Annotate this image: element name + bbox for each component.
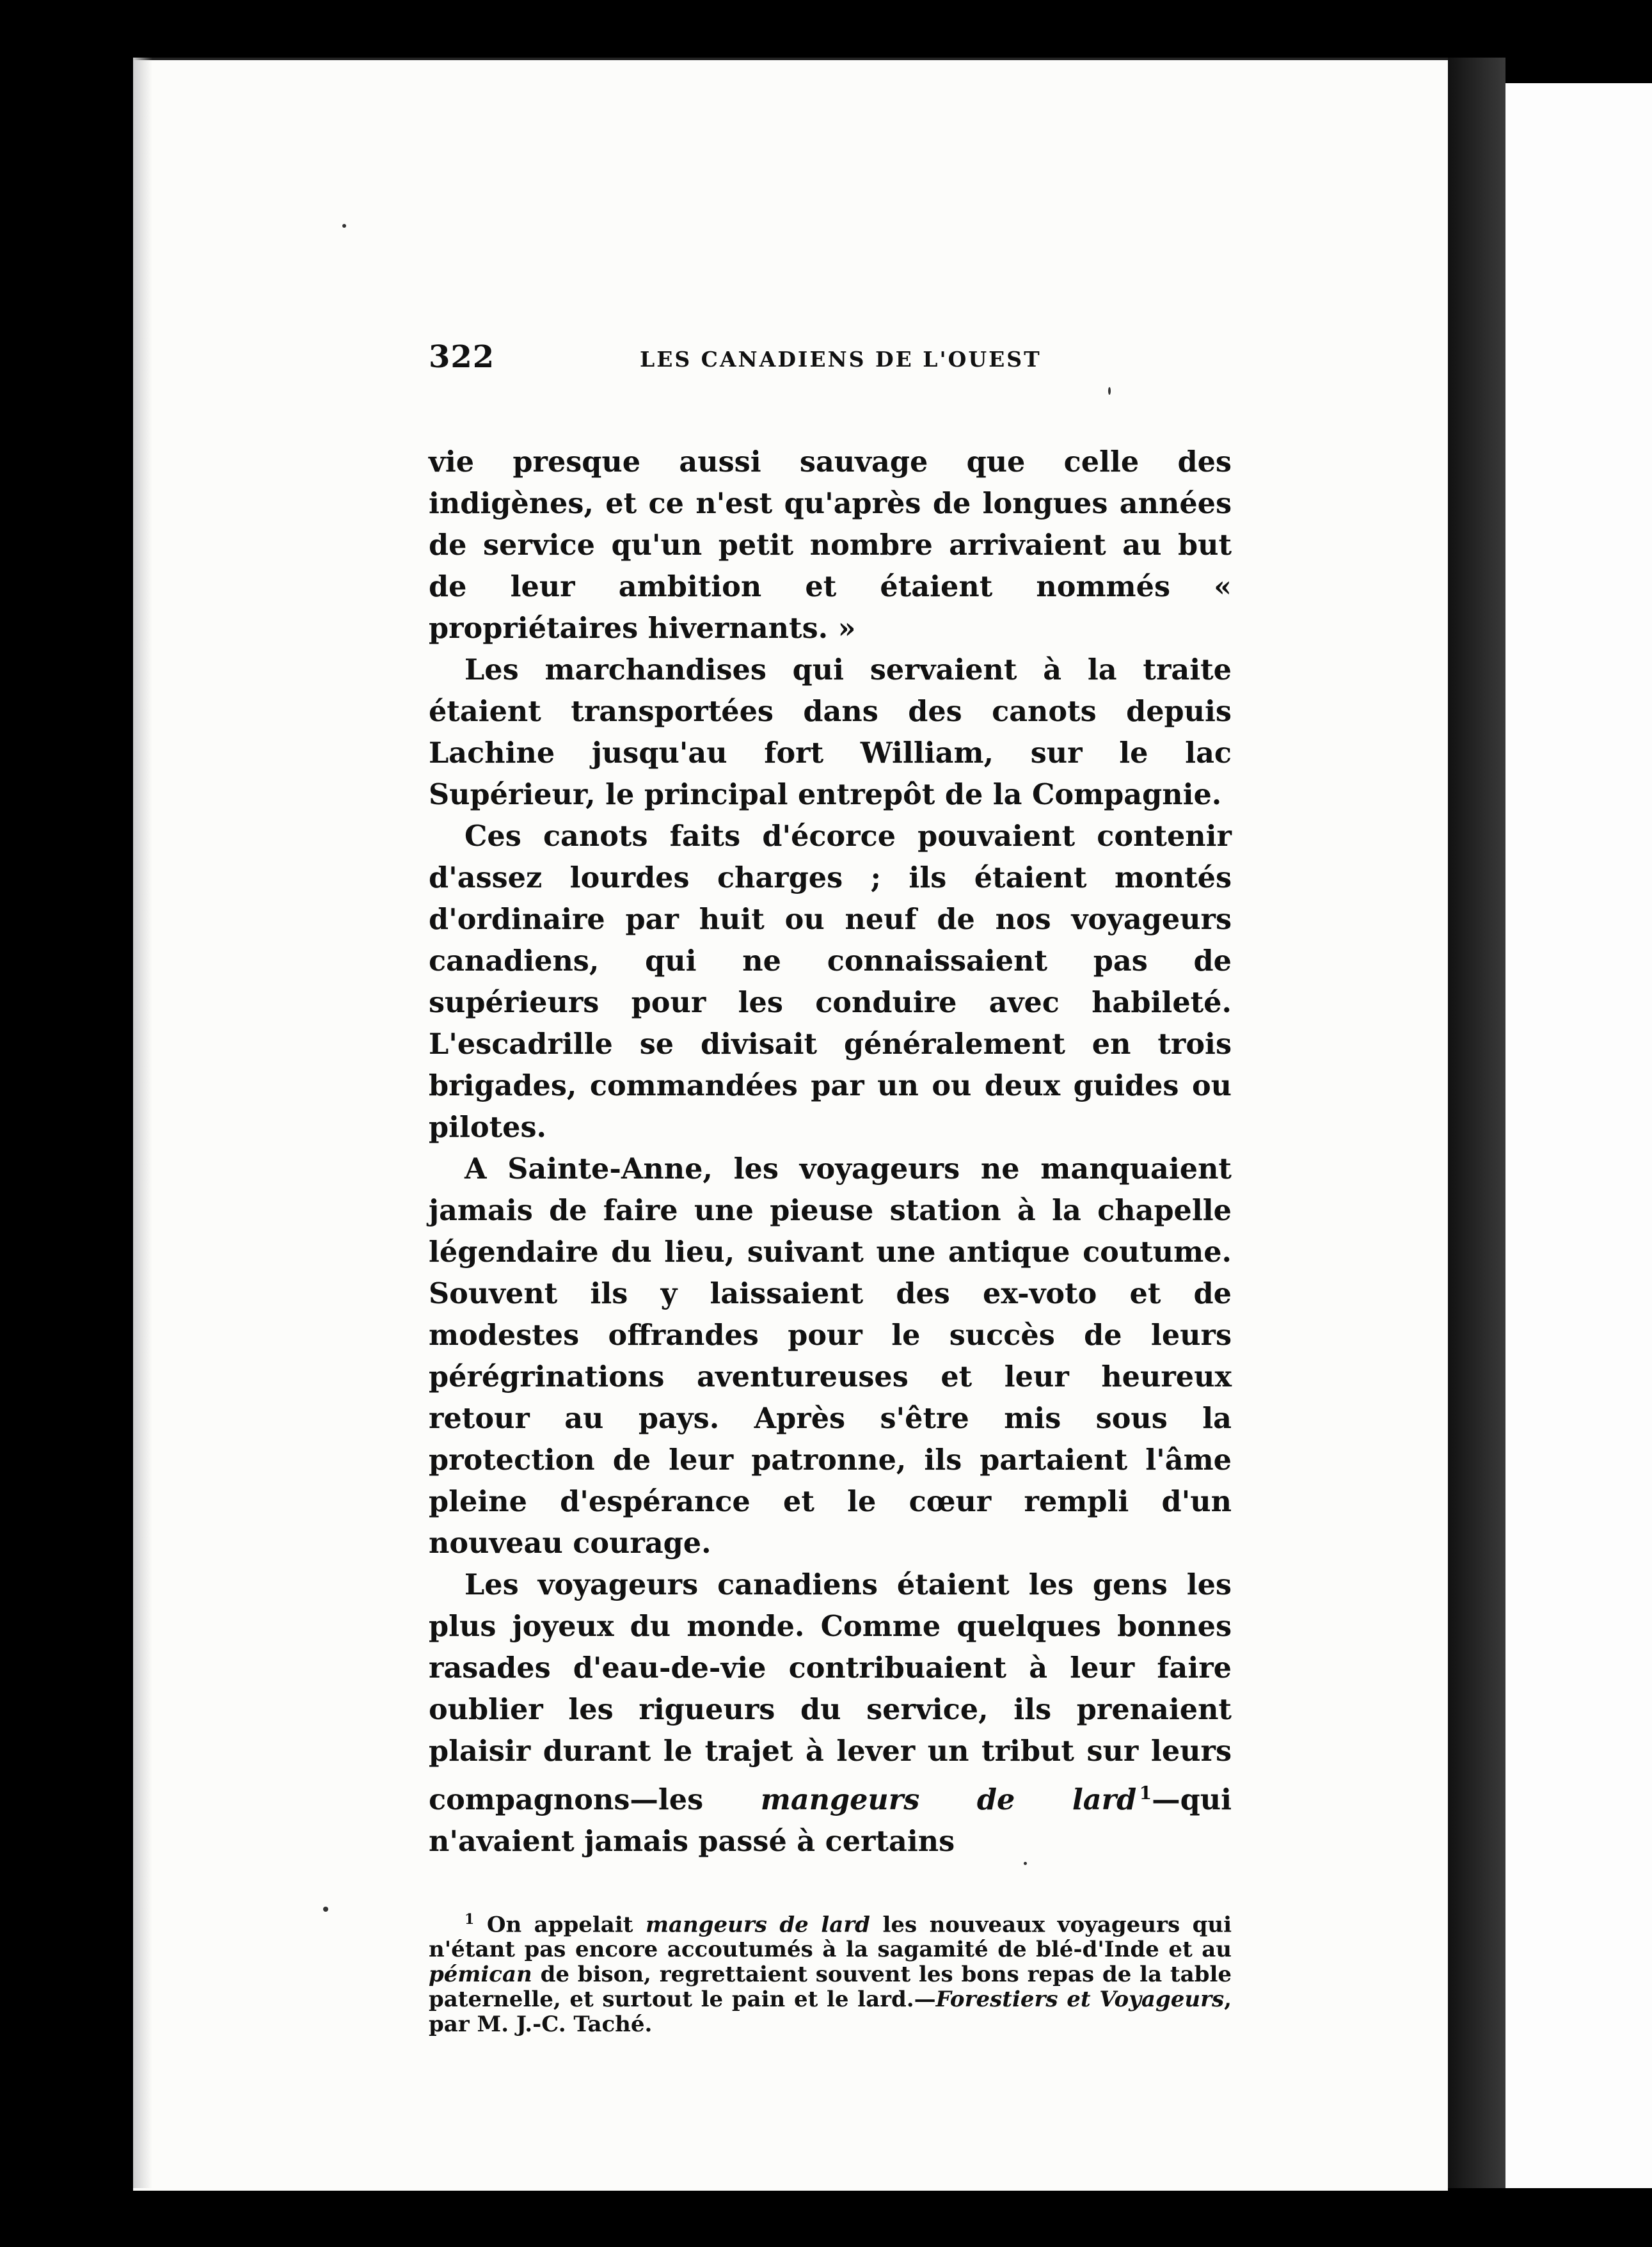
footnote-italic: pémican — [429, 1962, 532, 1988]
footnote-italic: mangeurs de lard — [645, 1912, 870, 1938]
paragraph: A Sainte-Anne, les voyageurs ne manquaient jamais de faire une pieuse station à la chapelle légendaire du lieu, suivant une antique coutume. Souvent ils y laissaient des ex-voto et de modestes offrandes pour le succès de leurs pérégrinations aventureuses et leur heureux retour au pays. Après s'être mis sous la protection de leur patronne, ils partaient l'âme pleine d'espérance et le cœur rempli d'un nouveau courage. — [429, 1152, 1232, 1560]
footnote-text: , par M. J.-C. Taché. — [429, 1987, 1232, 2038]
footnotes — [429, 1907, 1232, 2037]
paragraph-text: —qui n'avaient jamais passé à certains — [429, 1783, 1232, 1858]
page-number: 322 — [429, 339, 495, 375]
footnote-text: de bison, regrettaient souvent les bons repas de la table paternelle, et surtout le pain et le lard.— — [429, 1962, 1232, 2013]
italic-term: mangeurs de lard — [760, 1783, 1137, 1816]
book-spine — [1448, 58, 1505, 2188]
paragraph: Ces canots faits d'écorce pouvaient contenir d'assez lourdes charges ; ils étaient montés d'ordinaire par huit ou neuf de nos voyageurs canadiens, qui ne connaissaient pas de supérieurs pour les conduire avec habileté. L'escadrille se divisait généralement en trois brigades, commandées par un ou deux guides ou pilotes. — [429, 820, 1232, 1144]
footnote-text: On appelait — [474, 1912, 646, 1938]
footnote — [429, 1907, 1232, 2037]
paragraph — [429, 1564, 1232, 1862]
paragraph: Les marchandises qui servaient à la traite étaient transportées dans des canots depuis Lachine jusqu'au fort William, sur le lac Supérieur, le principal entrepôt de la Compagnie. — [429, 653, 1232, 811]
paragraph-text: Les voyageurs canadiens étaient les gens les plus joyeux du monde. Comme quelques bonnes rasades d'eau-de-vie contribuaient à leur faire oublier les rigueurs du service, ils prenaient plaisir durant le trajet à lever un tribut sur leurs compagnons—les — [429, 1568, 1232, 1816]
body-text — [429, 441, 1232, 1862]
page-gutter-shadow — [133, 58, 152, 2188]
footnote-reference[interactable]: 1 — [1139, 1783, 1152, 1804]
page-header — [429, 339, 1232, 390]
footnote-text: les nouveaux voyageurs qui n'étant pas encore accoutumés à la sagamité de blé-d'Inde et au — [429, 1912, 1232, 1963]
running-title: LES CANADIENS DE L'OUEST — [640, 347, 1042, 372]
scan-speck — [323, 1907, 328, 1912]
footnote-marker: 1 — [465, 1910, 475, 1928]
adjacent-page-edge — [1505, 83, 1652, 2188]
scan-speck — [342, 224, 346, 228]
footnote-italic: Forestiers et Voyageurs — [935, 1987, 1225, 2013]
page-content — [429, 339, 1232, 2037]
paragraph: vie presque aussi sauvage que celle des indigènes, et ce n'est qu'après de longues années de service qu'un petit nombre arrivaient au but de leur ambition et étaient nommés « propriétaires hivernants. » — [429, 445, 1232, 645]
